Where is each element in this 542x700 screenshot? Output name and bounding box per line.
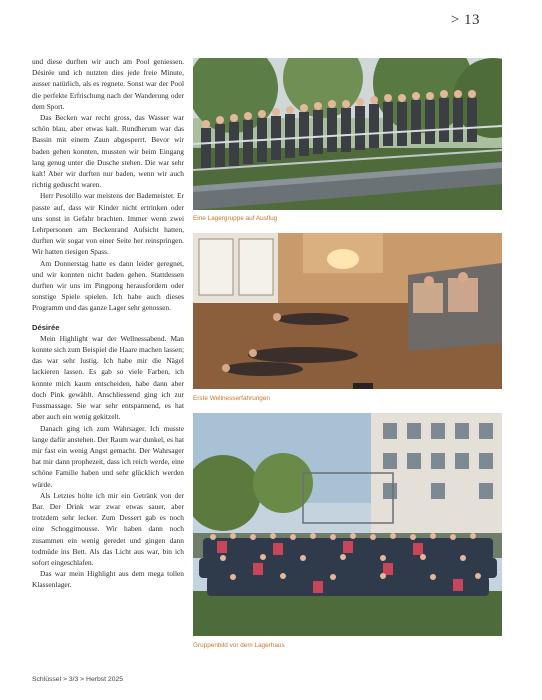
photo-group-camp-house [193,413,502,636]
article-paragraph: Herr Pesolillo war meistens der Bademeister. Er passte auf, dass wir Kinder nicht ertrinken oder uns sonst in Gefahr brachten. Immer wenn zwei Lehrpersonen am Beckenrand Aufsicht hatten, durften wir sogar von einer Seite her reinspringen. Wir hatten riesigen Spass. [32,191,184,257]
page-footer: Schlüssel > 3/3 > Herbst 2025 [32,676,124,683]
section-heading: Désirée [32,322,60,332]
article-paragraph: und diese durften wir auch am Pool geniessen. Désirée und ich nutzten dies jede freie Minute, ausser natürlich, als es regnete. Sonst war der Pool die perfekte Erfrischung nach der Wanderung oder dem Sport. [32,57,184,111]
photo-caption: Gruppenbild vor dem Lagerhaus [193,642,285,649]
article-paragraph: Als Letztes holte ich mir ein Getränk von der Bar. Der Drink war zwar etwas sauer, aber trotzdem sehr lecker. Zum Dessert gab es noch eine Schoggimousse. Wir haben dann noch zusammen ein wenig geredet und gingen dann todmüde ins Bett. Als das Licht aus war, bin ich sofort eingeschlafen. [32,490,184,567]
article-paragraph: Am Donnerstag hatte es dann leider geregnet, und wir konnten nicht baden gehen. Stattdessen durften wir uns im Pingpong herausfordern oder sonstige Spiele spielen. Ich habe auch dieses Programm und das ganze Lager sehr genossen. [32,258,184,313]
photo-group-excursion [193,58,502,210]
photo-caption: Eine Lagergruppe auf Ausflug [193,215,278,222]
article-paragraph: Mein Highlight war der Wellnessabend. Man konnte sich zum Beispiel die Haare machen lassen; das war sehr lustig. Ich habe mir die Nägel lackieren lassen. Es gab so viele Farben, ich konnte mich kaum entscheiden, habe dann aber doch Pink gewählt. Anschliessend ging ich zur Fussmassage. Sie war sehr entspannend, es hat aber auch ein wenig gekitzelt. [32,333,184,422]
article-body [32,56,184,591]
article-paragraph: Danach ging ich zum Wahrsager. Ich musste lange dafür anstehen. Der Raum war dunkel, es hat mir fast ein wenig Angst gemacht. Der Wahrsager hat mir dann prophezeit, dass ich reich werde, eine schöne Familie haben und sehr glücklich werden würde. [32,423,184,489]
article-paragraph: Das war mein Highlight aus dem mega tollen Klassenlager. [32,569,184,590]
article-paragraph: Das Becken war recht gross, das Wasser war schön blau, aber etwas kalt. Rundherum war das Bassin mit einem Zaun abgesperrt. Bevor wir baden gehen konnten, mussten wir beim Eingang lang genug unter die Dusche stehen. Die war sehr kalt! Aber wir durften nur baden, wenn wir auch richtig geduscht waren. [32,113,184,190]
page-number: > 13 [450,12,480,28]
photo-wellness-evening [193,233,502,389]
photo-caption: Erste Wellnesserfahrungen [193,395,270,402]
